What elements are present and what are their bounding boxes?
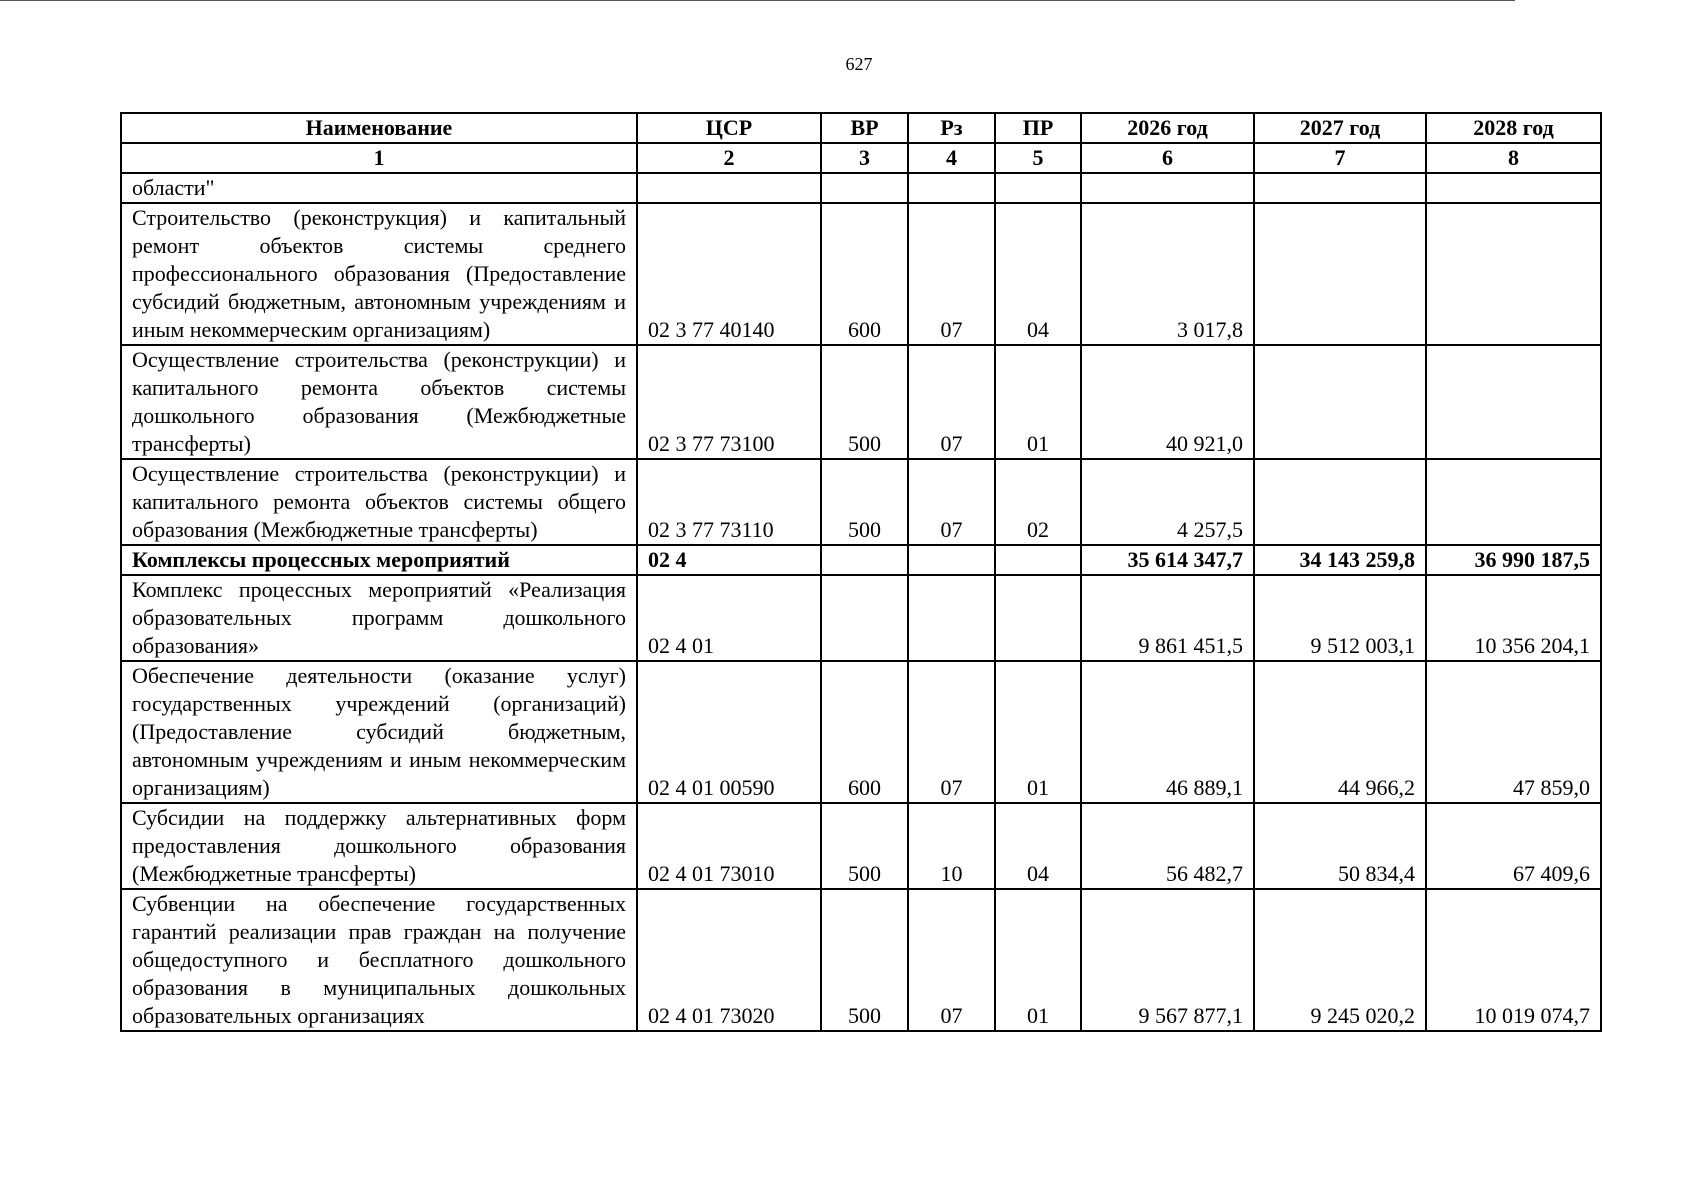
column-number: 1 [121, 143, 637, 173]
row-2027: 9 245 020,2 [1254, 889, 1426, 1031]
table-row [121, 889, 1601, 1031]
table-row [121, 203, 1601, 345]
column-number: 8 [1426, 143, 1601, 173]
row-vr [821, 575, 908, 661]
row-name: Комплексы процессных мероприятий [121, 545, 637, 575]
row-name: Комплекс процессных мероприятий «Реализация образовательных программ дошкольного образования» [121, 575, 637, 661]
row-rz: 07 [908, 203, 995, 345]
table-row [121, 345, 1601, 459]
row-rz [908, 545, 995, 575]
row-csr [637, 173, 821, 203]
row-pr: 04 [995, 803, 1081, 889]
row-name: Осуществление строительства (реконструкции) и капитального ремонта объектов системы общего образования (Межбюджетные трансферты) [121, 459, 637, 545]
row-pr: 04 [995, 203, 1081, 345]
row-vr: 600 [821, 661, 908, 803]
row-pr: 02 [995, 459, 1081, 545]
row-pr [995, 173, 1081, 203]
row-name: Обеспечение деятельности (оказание услуг) государственных учреждений (организаций) (Предоставление субсидий бюджетным, автономным учреждениям и иным некоммерческим организациям) [121, 661, 637, 803]
row-csr: 02 3 77 73110 [637, 459, 821, 545]
row-rz [908, 173, 995, 203]
row-name: Субсидии на поддержку альтернативных форм предоставления дошкольного образования (Межбюджетные трансферты) [121, 803, 637, 889]
row-name: Осуществление строительства (реконструкции) и капитального ремонта объектов системы дошкольного образования (Межбюджетные трансферты) [121, 345, 637, 459]
row-2027: 50 834,4 [1254, 803, 1426, 889]
row-pr: 01 [995, 889, 1081, 1031]
table-body [121, 173, 1601, 1031]
row-pr: 01 [995, 345, 1081, 459]
row-2026: 4 257,5 [1081, 459, 1254, 545]
header-2026: 2026 год [1081, 113, 1254, 143]
header-pr: ПР [995, 113, 1081, 143]
row-rz [908, 575, 995, 661]
row-csr: 02 3 77 40140 [637, 203, 821, 345]
row-2026: 46 889,1 [1081, 661, 1254, 803]
row-vr [821, 545, 908, 575]
row-vr: 500 [821, 803, 908, 889]
table-row [121, 173, 1601, 203]
row-rz: 10 [908, 803, 995, 889]
row-vr: 500 [821, 459, 908, 545]
row-vr [821, 173, 908, 203]
table-row [121, 803, 1601, 889]
row-rz: 07 [908, 345, 995, 459]
row-csr: 02 4 01 [637, 575, 821, 661]
row-csr: 02 4 01 00590 [637, 661, 821, 803]
row-2027 [1254, 459, 1426, 545]
column-number: 6 [1081, 143, 1254, 173]
header-row [121, 113, 1601, 143]
budget-table [120, 112, 1602, 1032]
row-2028: 47 859,0 [1426, 661, 1601, 803]
row-2028: 10 019 074,7 [1426, 889, 1601, 1031]
column-number-row [121, 143, 1601, 173]
row-2027 [1254, 345, 1426, 459]
row-csr: 02 4 [637, 545, 821, 575]
page-number: 627 [845, 54, 873, 74]
row-pr: 01 [995, 661, 1081, 803]
row-csr: 02 4 01 73020 [637, 889, 821, 1031]
column-number: 2 [637, 143, 821, 173]
row-name: Строительство (реконструкция) и капитальный ремонт объектов системы среднего профессионального образования (Предоставление субсидий бюджетным, автономным учреждениям и иным некоммерческим организациям) [121, 203, 637, 345]
header-2028: 2028 год [1426, 113, 1601, 143]
row-pr [995, 545, 1081, 575]
row-rz: 07 [908, 459, 995, 545]
row-2028 [1426, 459, 1601, 545]
header-2027: 2027 год [1254, 113, 1426, 143]
row-2027: 34 143 259,8 [1254, 545, 1426, 575]
row-name: Субвенции на обеспечение государственных гарантий реализации прав граждан на получение общедоступного и бесплатного дошкольного образования в муниципальных дошкольных образовательных организациях [121, 889, 637, 1031]
column-number: 4 [908, 143, 995, 173]
row-2026 [1081, 173, 1254, 203]
row-2026: 56 482,7 [1081, 803, 1254, 889]
table-row [121, 661, 1601, 803]
column-number: 7 [1254, 143, 1426, 173]
row-2028 [1426, 173, 1601, 203]
row-2026: 40 921,0 [1081, 345, 1254, 459]
row-name: области" [121, 173, 637, 203]
row-2026: 9 861 451,5 [1081, 575, 1254, 661]
header-rz: Рз [908, 113, 995, 143]
table-row-section [121, 545, 1601, 575]
row-2028: 36 990 187,5 [1426, 545, 1601, 575]
table-row [121, 575, 1601, 661]
row-2028 [1426, 345, 1601, 459]
row-vr: 500 [821, 345, 908, 459]
page-top-edge [0, 0, 1515, 1]
row-2027: 9 512 003,1 [1254, 575, 1426, 661]
row-pr [995, 575, 1081, 661]
row-csr: 02 3 77 73100 [637, 345, 821, 459]
row-2026: 35 614 347,7 [1081, 545, 1254, 575]
row-2028: 10 356 204,1 [1426, 575, 1601, 661]
row-2028 [1426, 203, 1601, 345]
table-row [121, 459, 1601, 545]
row-2027 [1254, 203, 1426, 345]
row-2027: 44 966,2 [1254, 661, 1426, 803]
row-vr: 600 [821, 203, 908, 345]
row-rz: 07 [908, 889, 995, 1031]
row-rz: 07 [908, 661, 995, 803]
row-2027 [1254, 173, 1426, 203]
header-vr: ВР [821, 113, 908, 143]
row-2028: 67 409,6 [1426, 803, 1601, 889]
column-number: 3 [821, 143, 908, 173]
table-header [121, 113, 1601, 173]
header-name: Наименование [121, 113, 637, 143]
row-vr: 500 [821, 889, 908, 1031]
header-csr: ЦСР [637, 113, 821, 143]
row-2026: 9 567 877,1 [1081, 889, 1254, 1031]
row-csr: 02 4 01 73010 [637, 803, 821, 889]
row-2026: 3 017,8 [1081, 203, 1254, 345]
column-number: 5 [995, 143, 1081, 173]
